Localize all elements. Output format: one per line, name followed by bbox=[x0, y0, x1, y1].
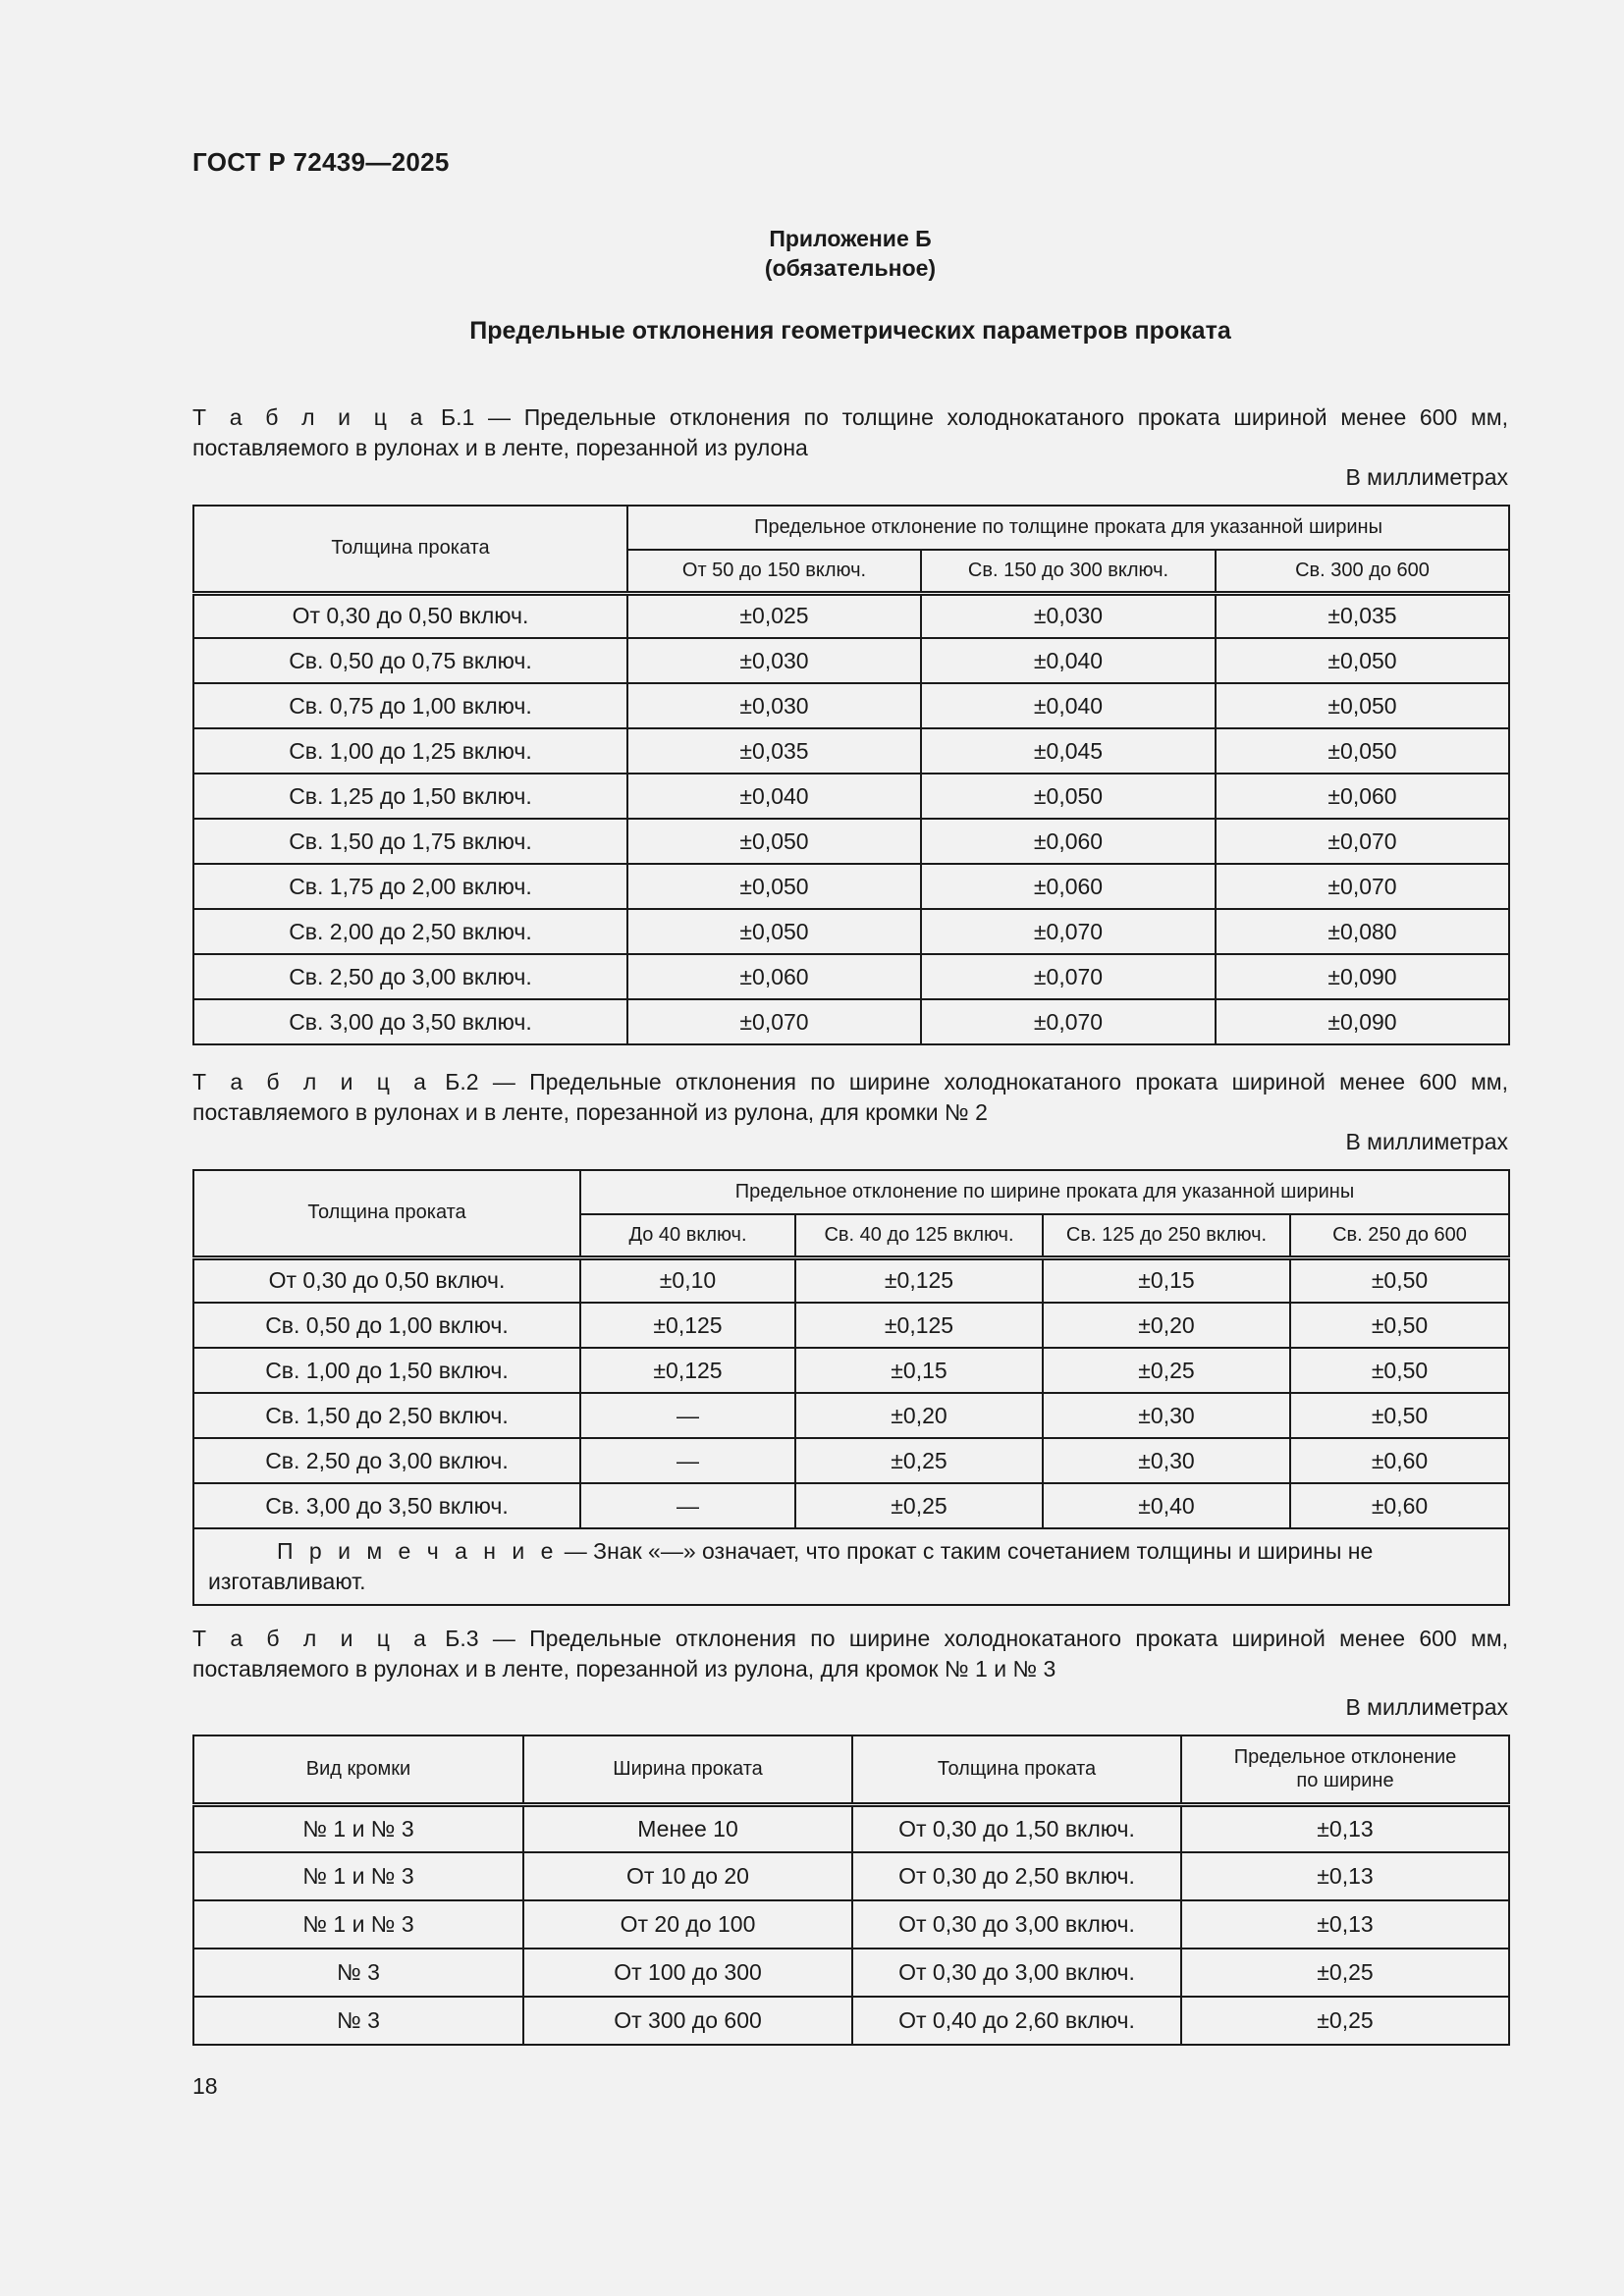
table1-row-value-cell: ±0,070 bbox=[1216, 864, 1509, 909]
table2-row-value-cell: ±0,25 bbox=[795, 1483, 1043, 1528]
table1-row-value-cell: ±0,050 bbox=[1216, 683, 1509, 728]
table1-row-value-cell: ±0,070 bbox=[921, 909, 1216, 954]
table3-row-label-cell: № 1 и № 3 bbox=[193, 1900, 523, 1949]
table1-row-value-cell: ±0,030 bbox=[627, 638, 921, 683]
table3-row bbox=[193, 1900, 1509, 1949]
table1-row-value-cell: ±0,090 bbox=[1216, 954, 1509, 999]
document-code: ГОСТ Р 72439—2025 bbox=[192, 147, 450, 177]
table3-caption-prefix: Т а б л и ц а bbox=[192, 1626, 431, 1651]
table1-header-group: Предельное отклонение по толщине проката для указанной ширины bbox=[627, 506, 1509, 550]
table3-row-value-cell: От 0,40 до 2,60 включ. bbox=[852, 1997, 1181, 2045]
table1-row bbox=[193, 683, 1509, 728]
table1-row-value-cell: ±0,045 bbox=[921, 728, 1216, 774]
table1-row bbox=[193, 999, 1509, 1044]
table1-column-header: От 50 до 150 включ. bbox=[627, 550, 921, 593]
table1-row-label-cell: От 0,30 до 0,50 включ. bbox=[193, 593, 627, 638]
table1-row-value-cell: ±0,070 bbox=[1216, 819, 1509, 864]
table1-row bbox=[193, 638, 1509, 683]
table1-row-label-cell: Св. 2,50 до 3,00 включ. bbox=[193, 954, 627, 999]
table3-row-value-cell: ±0,13 bbox=[1181, 1900, 1509, 1949]
table1-row-value-cell: ±0,035 bbox=[1216, 593, 1509, 638]
table3-row-value-cell: От 0,30 до 2,50 включ. bbox=[852, 1852, 1181, 1900]
table1-row-value-cell: ±0,040 bbox=[921, 638, 1216, 683]
table2-caption-prefix: Т а б л и ц а bbox=[192, 1069, 431, 1095]
table2-caption-text: Б.2 — Предельные отклонения по ширине холоднокатаного проката шириной менее 600 мм, поставляемого в рулонах и в ленте, порезанной из рулона, для кромки № 2 bbox=[192, 1069, 1508, 1125]
table1-row-value-cell: ±0,070 bbox=[921, 954, 1216, 999]
table1-row-label-cell: Св. 1,25 до 1,50 включ. bbox=[193, 774, 627, 819]
table3-row-label-cell: № 3 bbox=[193, 1997, 523, 2045]
table2-row-value-cell: ±0,30 bbox=[1043, 1393, 1290, 1438]
table1-row bbox=[193, 819, 1509, 864]
table2-row-label-cell: Св. 1,00 до 1,50 включ. bbox=[193, 1348, 580, 1393]
table1-row-value-cell: ±0,050 bbox=[921, 774, 1216, 819]
appendix-heading bbox=[192, 224, 1508, 283]
table3-row-value-cell: Менее 10 bbox=[523, 1804, 852, 1852]
table2-row-value-cell: ±0,125 bbox=[795, 1257, 1043, 1303]
table3-column-header: Предельное отклонение по ширине bbox=[1181, 1735, 1509, 1804]
table2-row-value-cell: ±0,20 bbox=[795, 1393, 1043, 1438]
table2-row-label-cell: Св. 2,50 до 3,00 включ. bbox=[193, 1438, 580, 1483]
table2-row-label-cell: От 0,30 до 0,50 включ. bbox=[193, 1257, 580, 1303]
table1-row-value-cell: ±0,080 bbox=[1216, 909, 1509, 954]
table2-row-value-cell: ±0,50 bbox=[1290, 1303, 1509, 1348]
table3-unit: В миллиметрах bbox=[1345, 1694, 1508, 1720]
table1-row-value-cell: ±0,030 bbox=[627, 683, 921, 728]
table1-row-value-cell: ±0,040 bbox=[627, 774, 921, 819]
table2-row-value-cell: ±0,60 bbox=[1290, 1483, 1509, 1528]
table1-row-label-cell: Св. 1,50 до 1,75 включ. bbox=[193, 819, 627, 864]
table3-column-header: Толщина проката bbox=[852, 1735, 1181, 1804]
table1-row-value-cell: ±0,030 bbox=[921, 593, 1216, 638]
table2-row-value-cell: ±0,125 bbox=[580, 1303, 795, 1348]
table1-column-header: Св. 300 до 600 bbox=[1216, 550, 1509, 593]
table3-column-header: Вид кромки bbox=[193, 1735, 523, 1804]
table2-row-value-cell: ±0,40 bbox=[1043, 1483, 1290, 1528]
table1 bbox=[192, 505, 1510, 1045]
table1-row-label-cell: Св. 0,75 до 1,00 включ. bbox=[193, 683, 627, 728]
table3-row-label-cell: № 1 и № 3 bbox=[193, 1804, 523, 1852]
table3-row bbox=[193, 1997, 1509, 2045]
table1-row bbox=[193, 909, 1509, 954]
appendix-status: (обязательное) bbox=[764, 255, 937, 281]
table1-row-label-cell: Св. 3,00 до 3,50 включ. bbox=[193, 999, 627, 1044]
table3-caption-text: Б.3 — Предельные отклонения по ширине холоднокатаного проката шириной менее 600 мм, поставляемого в рулонах и в ленте, порезанной из рулона, для кромок № 1 и № 3 bbox=[192, 1626, 1508, 1682]
table2-column-header: Св. 250 до 600 bbox=[1290, 1214, 1509, 1257]
table1-row-value-cell: ±0,050 bbox=[1216, 638, 1509, 683]
table1-row-value-cell: ±0,050 bbox=[1216, 728, 1509, 774]
table2-row-value-cell: — bbox=[580, 1483, 795, 1528]
table2-row-label-cell: Св. 3,00 до 3,50 включ. bbox=[193, 1483, 580, 1528]
table3-row-label-cell: № 1 и № 3 bbox=[193, 1852, 523, 1900]
table1-row-value-cell: ±0,090 bbox=[1216, 999, 1509, 1044]
table2-row-value-cell: ±0,125 bbox=[580, 1348, 795, 1393]
table2-row-value-cell: ±0,60 bbox=[1290, 1438, 1509, 1483]
table2-row bbox=[193, 1348, 1509, 1393]
table2-column-header: До 40 включ. bbox=[580, 1214, 795, 1257]
table2-row-value-cell: ±0,125 bbox=[795, 1303, 1043, 1348]
table2-row bbox=[193, 1257, 1509, 1303]
table1-header-thickness: Толщина проката bbox=[193, 506, 627, 593]
table2-row-label-cell: Св. 0,50 до 1,00 включ. bbox=[193, 1303, 580, 1348]
table1-row-label-cell: Св. 2,00 до 2,50 включ. bbox=[193, 909, 627, 954]
table2-row-value-cell: ±0,25 bbox=[1043, 1348, 1290, 1393]
table1-row bbox=[193, 864, 1509, 909]
table1-row-label-cell: Св. 0,50 до 0,75 включ. bbox=[193, 638, 627, 683]
table2-row bbox=[193, 1483, 1509, 1528]
appendix-title: Приложение Б bbox=[769, 226, 932, 251]
table1-caption bbox=[192, 402, 1508, 463]
table3-row-label-cell: № 3 bbox=[193, 1949, 523, 1997]
table2-row-label-cell: Св. 1,50 до 2,50 включ. bbox=[193, 1393, 580, 1438]
table2-header-thickness: Толщина проката bbox=[193, 1170, 580, 1257]
table3-row-value-cell: От 300 до 600 bbox=[523, 1997, 852, 2045]
table1-row-value-cell: ±0,060 bbox=[627, 954, 921, 999]
table2 bbox=[192, 1169, 1510, 1606]
table2-note bbox=[193, 1528, 1509, 1605]
table2-row-value-cell: ±0,50 bbox=[1290, 1257, 1509, 1303]
table1-row-value-cell: ±0,035 bbox=[627, 728, 921, 774]
table3-row-value-cell: ±0,25 bbox=[1181, 1997, 1509, 2045]
table2-row-value-cell: ±0,25 bbox=[795, 1438, 1043, 1483]
table1-row-value-cell: ±0,070 bbox=[627, 999, 921, 1044]
table1-row-value-cell: ±0,060 bbox=[921, 864, 1216, 909]
table2-row-value-cell: ±0,10 bbox=[580, 1257, 795, 1303]
table1-row bbox=[193, 954, 1509, 999]
table1-row-label-cell: Св. 1,75 до 2,00 включ. bbox=[193, 864, 627, 909]
table2-row-value-cell: — bbox=[580, 1393, 795, 1438]
page-number: 18 bbox=[192, 2073, 218, 2099]
table1-row-value-cell: ±0,070 bbox=[921, 999, 1216, 1044]
table2-row-value-cell: ±0,15 bbox=[795, 1348, 1043, 1393]
table1-caption-text: Б.1 — Предельные отклонения по толщине холоднокатаного проката шириной менее 600 мм, поставляемого в рулонах и в ленте, порезанной из рулона bbox=[192, 404, 1508, 460]
section-title: Предельные отклонения геометрических параметров проката bbox=[469, 317, 1231, 345]
table1-row bbox=[193, 728, 1509, 774]
table2-caption bbox=[192, 1067, 1508, 1128]
table1-unit: В миллиметрах bbox=[1345, 464, 1508, 490]
table2-row bbox=[193, 1393, 1509, 1438]
table3-row-value-cell: От 0,30 до 3,00 включ. bbox=[852, 1900, 1181, 1949]
table1-row-value-cell: ±0,060 bbox=[1216, 774, 1509, 819]
table2-column-header: Св. 125 до 250 включ. bbox=[1043, 1214, 1290, 1257]
table3-caption bbox=[192, 1624, 1508, 1684]
table3-row-value-cell: От 0,30 до 3,00 включ. bbox=[852, 1949, 1181, 1997]
table2-header-group: Предельное отклонение по ширине проката для указанной ширины bbox=[580, 1170, 1509, 1214]
table3-column-header: Ширина проката bbox=[523, 1735, 852, 1804]
table1-caption-prefix: Т а б л и ц а bbox=[192, 404, 428, 430]
table3-row bbox=[193, 1804, 1509, 1852]
table2-column-header: Св. 40 до 125 включ. bbox=[795, 1214, 1043, 1257]
table2-note-prefix: П р и м е ч а н и е bbox=[277, 1538, 559, 1564]
table3-row-value-cell: От 0,30 до 1,50 включ. bbox=[852, 1804, 1181, 1852]
table3-row-value-cell: ±0,13 bbox=[1181, 1804, 1509, 1852]
table1-row-label-cell: Св. 1,00 до 1,25 включ. bbox=[193, 728, 627, 774]
table1-row-value-cell: ±0,050 bbox=[627, 909, 921, 954]
table1-row-value-cell: ±0,060 bbox=[921, 819, 1216, 864]
table1-row-value-cell: ±0,050 bbox=[627, 864, 921, 909]
table2-row-value-cell: ±0,50 bbox=[1290, 1393, 1509, 1438]
table2-row-value-cell: — bbox=[580, 1438, 795, 1483]
table1-column-header: Св. 150 до 300 включ. bbox=[921, 550, 1216, 593]
table3 bbox=[192, 1735, 1510, 2046]
table3-row-value-cell: От 20 до 100 bbox=[523, 1900, 852, 1949]
table1-row bbox=[193, 774, 1509, 819]
table1-row bbox=[193, 593, 1509, 638]
table3-row-value-cell: От 100 до 300 bbox=[523, 1949, 852, 1997]
table2-row-value-cell: ±0,50 bbox=[1290, 1348, 1509, 1393]
table1-row-value-cell: ±0,050 bbox=[627, 819, 921, 864]
table3-row-value-cell: ±0,13 bbox=[1181, 1852, 1509, 1900]
table1-row-value-cell: ±0,040 bbox=[921, 683, 1216, 728]
table3-row-value-cell: ±0,25 bbox=[1181, 1949, 1509, 1997]
table2-note-text: — Знак «—» означает, что прокат с таким сочетанием толщины и ширины не изготавливают. bbox=[208, 1538, 1374, 1594]
table1-row-value-cell: ±0,025 bbox=[627, 593, 921, 638]
table2-row-value-cell: ±0,30 bbox=[1043, 1438, 1290, 1483]
table2-row bbox=[193, 1303, 1509, 1348]
table3-row bbox=[193, 1949, 1509, 1997]
table3-row bbox=[193, 1852, 1509, 1900]
table3-row-value-cell: От 10 до 20 bbox=[523, 1852, 852, 1900]
table2-row-value-cell: ±0,15 bbox=[1043, 1257, 1290, 1303]
table2-row bbox=[193, 1438, 1509, 1483]
table2-row-value-cell: ±0,20 bbox=[1043, 1303, 1290, 1348]
table2-unit: В миллиметрах bbox=[1345, 1129, 1508, 1154]
